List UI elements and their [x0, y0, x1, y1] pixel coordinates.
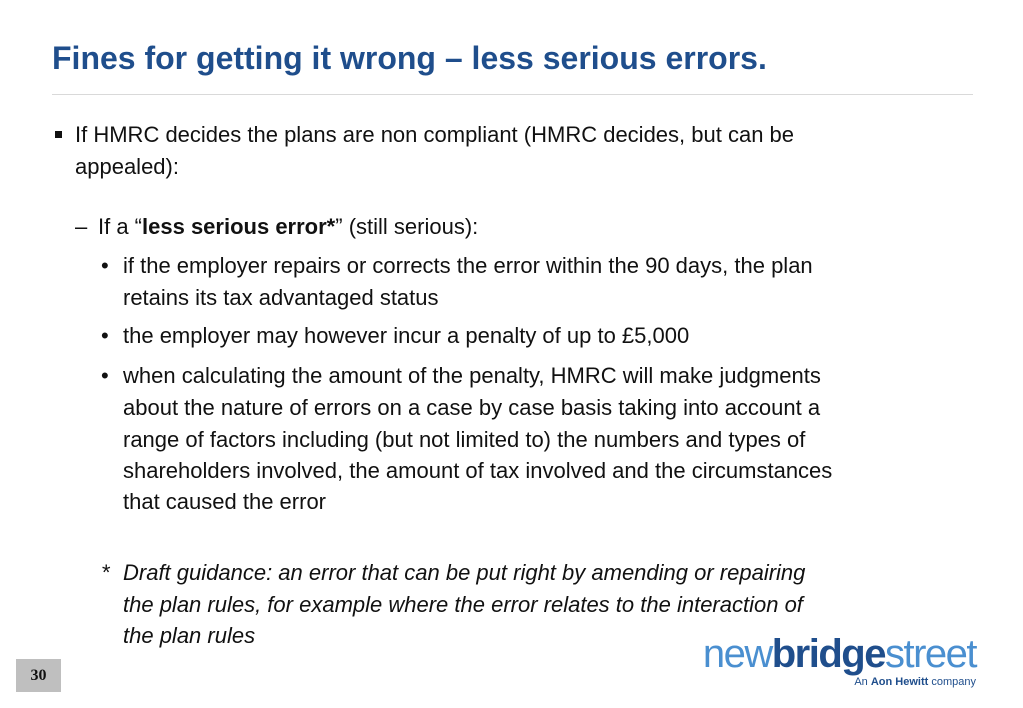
- sub-bullet-prefix: If a “: [98, 214, 143, 239]
- point-1-line-2: retains its tax advantaged status: [123, 285, 439, 310]
- footnote-line-2: the plan rules, for example where the error relates to the interaction of: [123, 592, 803, 617]
- point-1-line-1: if the employer repairs or corrects the error within the 90 days, the plan: [123, 253, 813, 278]
- square-bullet-icon: [55, 131, 62, 138]
- logo-tagline: [854, 676, 976, 688]
- point-2-line-1: the employer may however incur a penalty of up to £5,000: [123, 323, 690, 348]
- main-bullet-line-2: appealed):: [75, 154, 179, 179]
- dot-bullet-icon: •: [101, 323, 109, 348]
- title-divider: [52, 94, 973, 95]
- sub-bullet-suffix: ” (still serious):: [335, 214, 479, 239]
- sub-bullet-bold: less serious error*: [142, 214, 336, 239]
- logo-tagline-prefix: An: [854, 676, 871, 688]
- logo-part-bridge: bridge: [771, 632, 885, 676]
- sub-bullet: [98, 211, 478, 242]
- point-3-line-1: when calculating the amount of the penalty, HMRC will make judgments: [123, 363, 821, 388]
- footnote-line-3: the plan rules: [123, 623, 256, 648]
- logo-wordmark: [703, 632, 976, 676]
- slide-number: 30: [16, 659, 61, 692]
- dot-bullet-icon: •: [101, 363, 109, 388]
- point-3-line-2: about the nature of errors on a case by case basis taking into account a: [123, 395, 821, 420]
- logo-part-new: new: [702, 632, 772, 676]
- point-3-line-5: that caused the error: [123, 489, 327, 514]
- footnote-line-1: Draft guidance: an error that can be put right by amending or repairing: [123, 560, 806, 585]
- logo-tagline-suffix: company: [928, 676, 976, 688]
- logo-part-street: street: [884, 632, 976, 676]
- footnote-marker: *: [101, 560, 110, 585]
- company-logo: [700, 632, 976, 692]
- point-3-line-3: range of factors including (but not limited to) the numbers and types of: [123, 427, 806, 452]
- dash-bullet-icon: –: [75, 214, 88, 239]
- logo-tagline-brand: Aon Hewitt: [870, 676, 929, 688]
- slide-title: Fines for getting it wrong – less serious errors.: [52, 40, 767, 76]
- dot-bullet-icon: •: [101, 253, 109, 278]
- point-3-line-4: shareholders involved, the amount of tax involved and the circumstances: [123, 458, 833, 483]
- main-bullet-line-1: If HMRC decides the plans are non compliant (HMRC decides, but can be: [75, 122, 795, 147]
